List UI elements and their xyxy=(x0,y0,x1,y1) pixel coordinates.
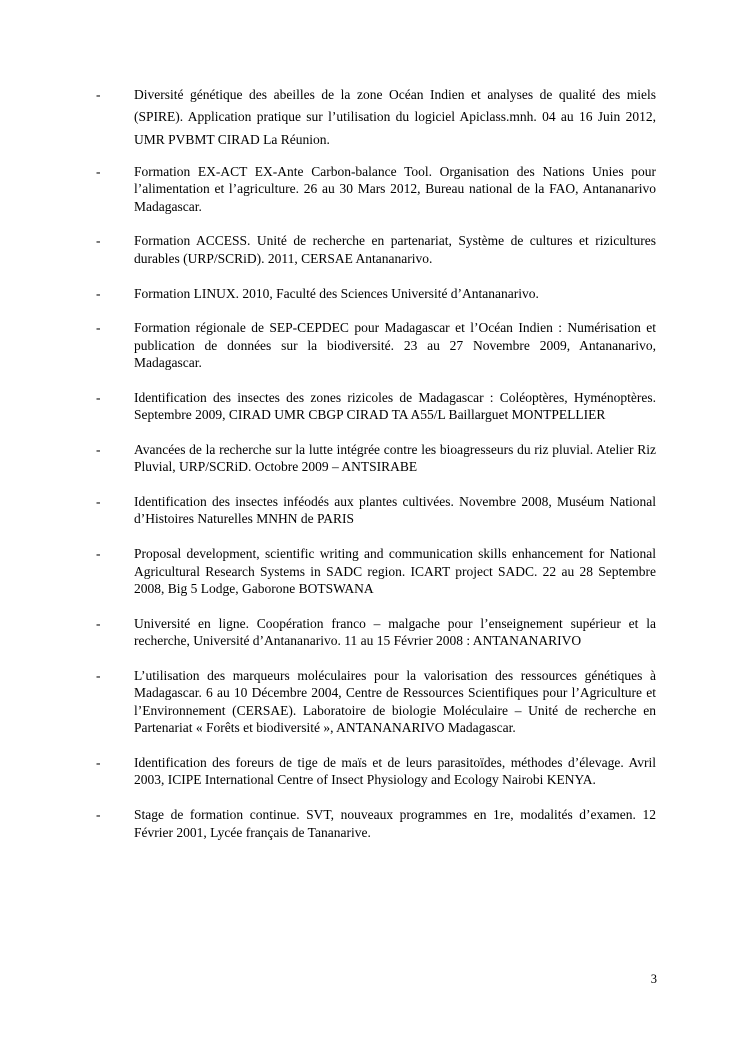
list-item-text: L’utilisation des marqueurs moléculaires pour la valorisation des ressources génétiques à Madagascar. 6 au 10 Décembre 2004, Centre de Ressources Scientifiques pour l’Agriculture et l’Environnement (CERSAE). Laboratoire de biologie Moléculaire – Unité de recherche en Partenariat « Forêts et biodiversité », ANTANANARIVO Madagascar. xyxy=(134,667,656,736)
list-item xyxy=(96,319,656,372)
list-item xyxy=(96,285,656,303)
bullet-dash: - xyxy=(96,285,101,301)
list-item xyxy=(96,806,656,841)
bullet-dash: - xyxy=(96,546,101,561)
bullet-dash: - xyxy=(96,667,101,683)
bullet-dash: - xyxy=(96,615,101,631)
list-item xyxy=(96,545,656,598)
list-item-text: Avancées de la recherche sur la lutte intégrée contre les bioagresseurs du riz pluvial. Atelier Riz Pluvial, URP/SCRiD. Octobre 2009 – ANTSIRABE xyxy=(134,441,656,475)
list-item-text: Formation ACCESS. Unité de recherche en partenariat, Système de cultures et rizicultures durables (URP/SCRiD). 2011, CERSAE Antananarivo. xyxy=(134,233,656,266)
list-item-text: Identification des insectes des zones rizicoles de Madagascar : Coléoptères, Hyménoptères. Septembre 2009, CIRAD UMR CBGP CIRAD TA A55/L Baillarguet MONTPELLIER xyxy=(134,389,656,423)
bullet-dash: - xyxy=(96,87,101,102)
list-item-text: Formation LINUX. 2010, Faculté des Sciences Université d’Antananarivo. xyxy=(134,285,539,301)
bullet-dash: - xyxy=(96,807,101,823)
list-item xyxy=(96,389,656,424)
list-item-text: Stage de formation continue. SVT, nouveaux programmes en 1re, modalités d’examen. 12 Février 2001, Lycée français de Tananarive. xyxy=(134,807,656,840)
bullet-dash: - xyxy=(96,754,101,770)
bullet-dash: - xyxy=(96,233,101,249)
list-item xyxy=(96,441,656,476)
list-item-text: Proposal development, scientific writing and communication skills enhancement for National Agricultural Research Systems in SADC region. ICART project SADC. 22 au 28 Septembre 2008, Big 5 Lodge, Gaborone BOTSWANA xyxy=(134,546,656,597)
list-item xyxy=(96,754,656,789)
list-item-text: Identification des foreurs de tige de maïs et de leurs parasitoïdes, méthodes d’élevage. Avril 2003, ICIPE International Centre of Insect Physiology and Ecology Nairobi KENYA. xyxy=(134,754,656,788)
bullet-dash: - xyxy=(96,389,101,405)
list-item-text: Diversité génétique des abeilles de la zone Océan Indien et analyses de qualité des miels (SPIRE). Application pratique sur l’utilisation du logiciel Apiclass.mnh. 04 au 16 Juin 2012, UMR PVBMT CIRAD La Réunion. xyxy=(134,87,656,147)
bullet-dash: - xyxy=(96,441,101,457)
list-item xyxy=(96,84,656,151)
bullet-dash: - xyxy=(96,320,101,336)
list-item xyxy=(96,163,656,216)
list-item-text: Formation régionale de SEP-CEPDEC pour Madagascar et l’Océan Indien : Numérisation et publication de données sur la biodiversité. 23 au 27 Novembre 2009, Antananarivo, Madagascar. xyxy=(134,320,656,371)
list-item xyxy=(96,232,656,267)
list-item-text: Formation EX-ACT EX-Ante Carbon-balance Tool. Organisation des Nations Unies pour l’alimentation et l’agriculture. 26 au 30 Mars 2012, Bureau national de la FAO, Antananarivo Madagascar. xyxy=(134,163,656,214)
list-item-text: Identification des insectes inféodés aux plantes cultivées. Novembre 2008, Muséum National d’Histoires Naturelles MNHN de PARIS xyxy=(134,493,656,527)
list-item xyxy=(96,493,656,528)
list-item xyxy=(96,615,656,650)
list-item xyxy=(96,667,656,737)
bullet-dash: - xyxy=(96,493,101,509)
list-item-text: Université en ligne. Coopération franco – malgache pour l’enseignement supérieur et la recherche, Université d’Antananarivo. 11 au 15 Février 2008 : ANTANANARIVO xyxy=(134,615,656,649)
bullet-dash: - xyxy=(96,163,101,179)
page-number: 3 xyxy=(650,972,657,986)
